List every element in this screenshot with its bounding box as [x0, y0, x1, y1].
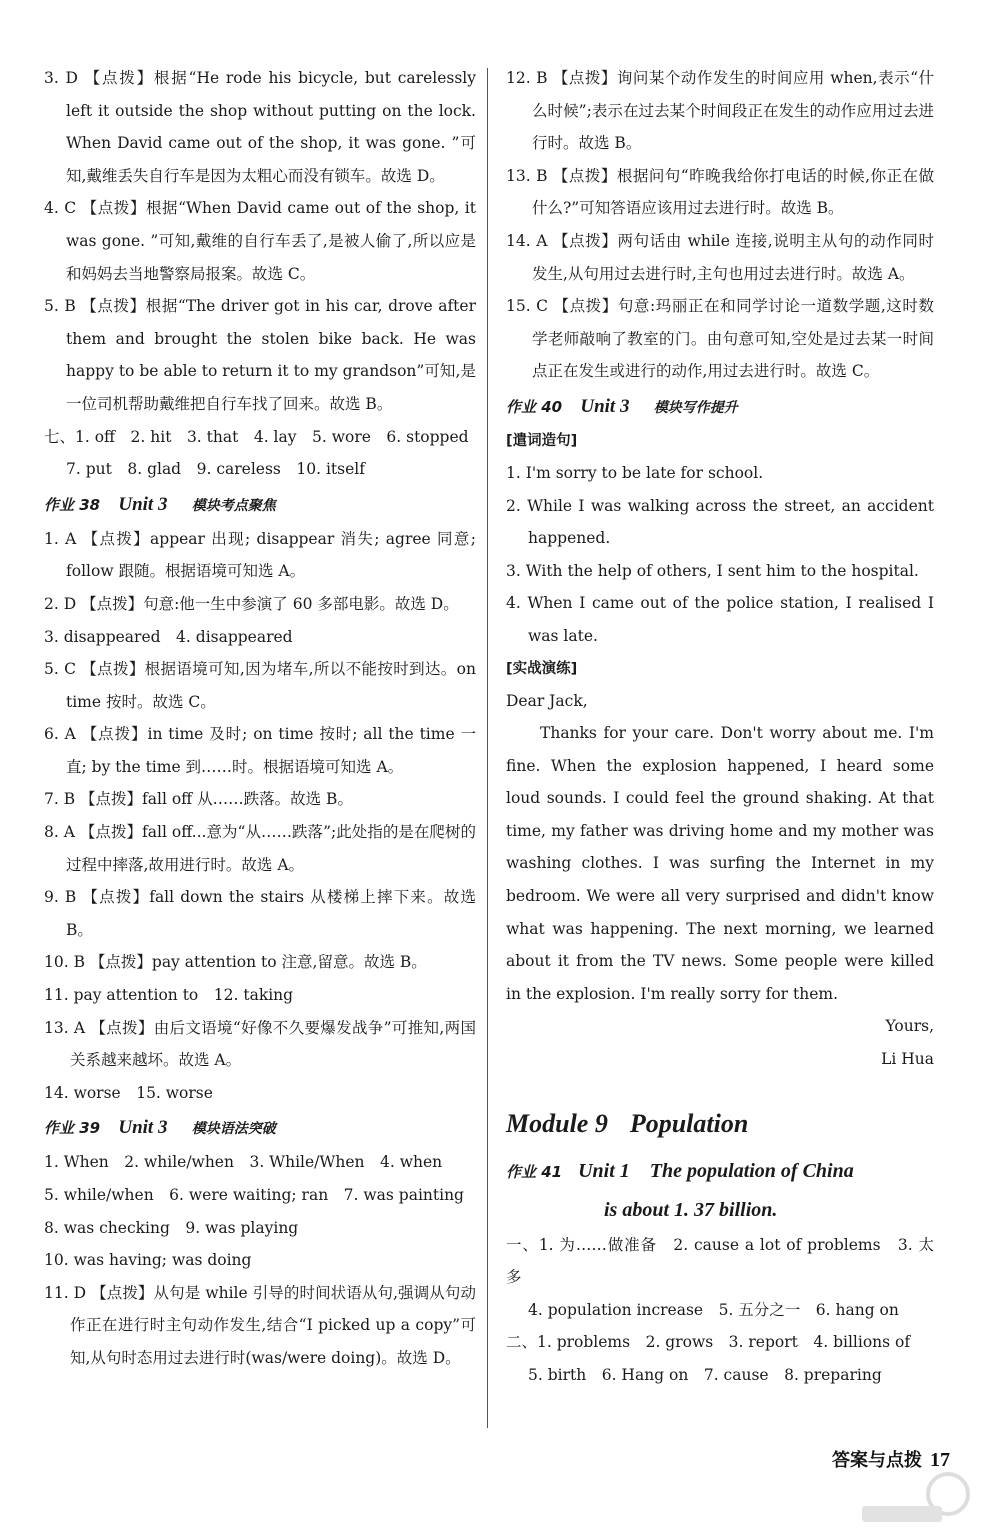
column-divider [487, 68, 488, 1428]
section-label-sentences: [遣词造句] [506, 432, 578, 449]
hw41-line: 一、1. 为……做准备 2. cause a lot of problems 3. 太多 [506, 1235, 934, 1287]
homework-41-number: 作业 41 [506, 1162, 563, 1181]
section-label-practice: [实战演练] [506, 660, 578, 677]
hw39-answer: 8. was checking 9. was playing [44, 1218, 299, 1237]
answer-4: 4. C 【点拨】根据“When David came out of the shop, it was gone. ”可知,戴维的自行车丢了,是被人偷了,所以应是和妈妈去当地警察局报案。故选 C。 [44, 199, 476, 283]
homework-39-header [44, 1111, 476, 1146]
homework-41-unit: Unit 1 [578, 1159, 630, 1182]
letter-signature: Li Hua [881, 1050, 934, 1069]
left-column [44, 62, 476, 1375]
hw38-answer: 9. B 【点拨】fall down the stairs 从楼梯上摔下来。故选 B。 [44, 888, 476, 939]
module-name: Population [629, 1108, 749, 1138]
hw38-answer: 8. A 【点拨】fall off...意为“从……跌落”;此处指的是在爬树的过程中摔落,故用进行时。故选 A。 [44, 823, 476, 874]
sentence-item: 3. With the help of others, I sent him to the hospital. [506, 561, 919, 580]
homework-41-title-line-1: The population of China [649, 1159, 854, 1182]
hw38-answer: 1. A 【点拨】appear 出现; disappear 消失; agree 同意; follow 跟随。根据语境可知选 A。 [44, 529, 476, 581]
right-column [506, 62, 934, 1392]
homework-39-title: 模块语法突破 [191, 1121, 276, 1138]
homework-40-title: 模块写作提升 [653, 399, 738, 416]
hw38-answer: 7. B 【点拨】fall off 从……跌落。故选 B。 [44, 790, 353, 809]
hw39-answer: 12. B 【点拨】询问某个动作发生的时间应用 when,表示“什么时候”;表示在过去某个时间段正在发生的动作应用过去进行时。故选 B。 [506, 69, 934, 153]
homework-41-title-line-2: is about 1. 37 billion. [604, 1198, 778, 1221]
letter-greeting: Dear Jack, [506, 691, 588, 710]
watermark-logo-icon [856, 1470, 974, 1526]
homework-38-title: 模块考点聚焦 [191, 497, 276, 514]
hw38-answer: 5. C 【点拨】根据语境可知,因为堵车,所以不能按时到达。on time 按时。故选 C。 [44, 660, 476, 711]
section-7-line-1: 七、1. off 2. hit 3. that 4. lay 5. wore 6. stopped [44, 427, 469, 446]
hw41-line: 4. population increase 5. 五分之一 6. hang on [528, 1300, 899, 1319]
section-7-line-2: 7. put 8. glad 9. careless 10. itself [66, 460, 365, 479]
hw39-answer: 13. B 【点拨】根据问句“昨晚我给你打电话的时候,你正在做什么?”可知答语应该用过去进行时。故选 B。 [506, 166, 934, 218]
hw39-answer: 10. was having; was doing [44, 1251, 252, 1270]
sentence-item: 4. When I came out of the police station, I realised I was late. [506, 594, 934, 645]
answer-3: 3. D 【点拨】根据“He rode his bicycle, but carelessly left it outside the shop without putting on the lock. When David came out of the shop, it was gone. ”可知,戴维丢失自行车是因为太粗心而没有锁车。故选 D。 [44, 69, 476, 185]
homework-39-number: 作业 39 [44, 1119, 101, 1138]
homework-39-unit: Unit 3 [118, 1117, 168, 1139]
hw41-line: 二、1. problems 2. grows 3. report 4. billions of [506, 1333, 911, 1352]
hw38-answer: 2. D 【点拨】句意:他一生中参演了 60 多部电影。故选 D。 [44, 594, 459, 613]
homework-38-header [44, 488, 476, 523]
module-number: Module 9 [506, 1108, 608, 1138]
hw39-answer: 15. C 【点拨】句意:玛丽正在和同学讨论一道数学题,这时数学老师敲响了教室的门。由句意可知,空处是过去某一时间点正在发生或进行的动作,用过去进行时。故选 C。 [506, 297, 934, 381]
page-footer [832, 1446, 950, 1472]
letter-body: Thanks for your care. Don't worry about me. I'm fine. When the explosion happened, I heard some loud sounds. I could feel the ground shaking. At that time, my father was driving home and my mother was washing clothes. I was surfing the Internet in my bedroom. We were all very surprised and didn't know what was happening. The next morning, we learned about it from the TV news. Some people were killed in the explosion. I'm really sorry for them. [506, 724, 934, 1003]
homework-38-unit: Unit 3 [118, 493, 168, 515]
module-title [506, 1104, 934, 1144]
hw39-answer: 5. while/when 6. were waiting; ran 7. was painting [44, 1186, 464, 1204]
hw41-line: 5. birth 6. Hang on 7. cause 8. preparing [528, 1366, 882, 1384]
hw38-answer: 11. pay attention to 12. taking [44, 986, 294, 1005]
sentence-item: 2. While I was walking across the street, an accident happened. [506, 496, 934, 548]
hw39-answer: 1. When 2. while/when 3. While/When 4. when [44, 1153, 443, 1172]
homework-40-header [506, 390, 934, 425]
hw38-answer: 13. A 【点拨】由后文语境“好像不久要爆发战争”可推知,两国关系越来越坏。故选 A。 [44, 1018, 476, 1070]
hw38-answer: 6. A 【点拨】in time 及时; on time 按时; all the time 一直; by the time 到……时。根据语境可知选 A。 [44, 725, 476, 776]
hw39-answer: 14. A 【点拨】两句话由 while 连接,说明主从句的动作同时发生,从句用过去进行时,主句也用过去进行时。故选 A。 [506, 231, 934, 283]
hw38-answer: 3. disappeared 4. disappeared [44, 627, 293, 646]
homework-40-number: 作业 40 [506, 397, 563, 416]
footer-label: 答案与点拨 [832, 1450, 922, 1471]
homework-38-number: 作业 38 [44, 495, 101, 514]
letter-closing: Yours, [885, 1017, 934, 1036]
hw39-answer: 11. D 【点拨】从句是 while 引导的时间状语从句,强调从句动作正在进行时主句动作发生,结合“I picked up a copy”可知,从句时态用过去进行时(was/were doing)。故选 D。 [44, 1283, 476, 1367]
homework-41-header [506, 1152, 934, 1229]
hw38-answer: 10. B 【点拨】pay attention to 注意,留意。故选 B。 [44, 953, 427, 972]
sentence-item: 1. I'm sorry to be late for school. [506, 463, 764, 482]
page-number: 17 [930, 1449, 950, 1471]
answer-5: 5. B 【点拨】根据“The driver got in his car, drove after them and brought the stolen bike back. He was happy to be able to return it to my grandson”可知,是一位司机帮助戴维把自行车找了回来。故选 B。 [44, 297, 476, 413]
hw38-answer: 14. worse 15. worse [44, 1083, 213, 1102]
homework-40-unit: Unit 3 [580, 395, 630, 417]
